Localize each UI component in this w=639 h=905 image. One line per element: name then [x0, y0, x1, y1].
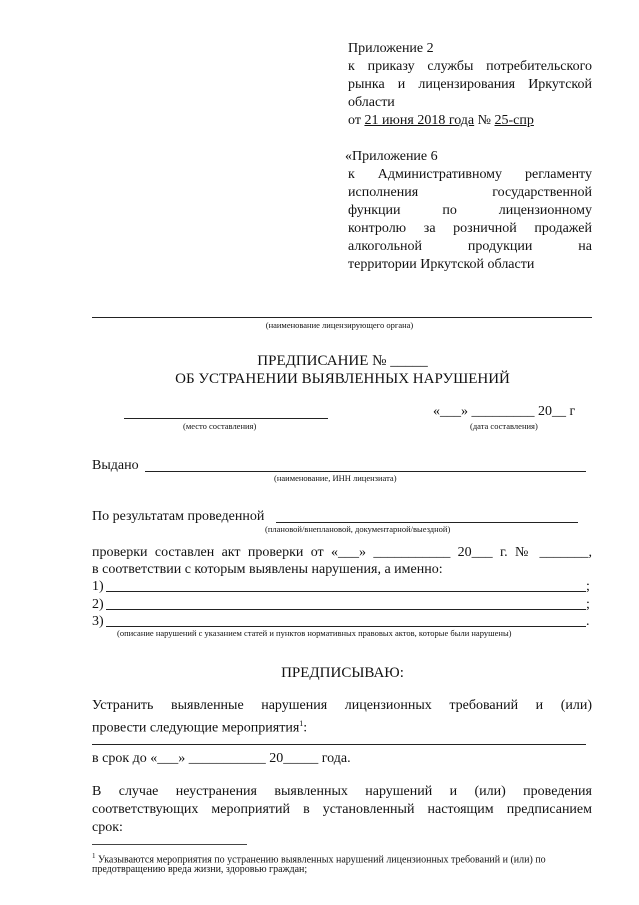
violation-item-end: ; [586, 579, 590, 594]
date-prefix: от [348, 113, 361, 128]
footnote-text: Указываются мероприятия по устранению выявленных нарушений лицензионных требований и (или) по [95, 854, 546, 866]
appendix-6-line: функции по лицензионному [348, 203, 592, 218]
results-caption: (плановой/внеплановой, документарной/выездной) [265, 524, 451, 534]
footnote-line-2: предотвращению вреда жизни, здоровью граждан; [92, 864, 308, 875]
footnote-separator [92, 844, 247, 845]
order-date: 21 июня 2018 года [364, 113, 475, 128]
noncompliance-line: срок: [92, 820, 123, 835]
appendix-6-line: исполнения государственной [348, 185, 592, 200]
violation-item-end: ; [586, 597, 590, 612]
results-label: По результатам проведенной [92, 509, 265, 524]
eliminate-measures-text: провести следующие мероприятия [92, 720, 300, 736]
date-caption: (дата составления) [470, 421, 538, 431]
place-line [124, 418, 328, 419]
violation-item-line [106, 591, 586, 592]
violation-item-number: 3) [92, 614, 104, 629]
appendix-6-line: к Административному регламенту [348, 167, 592, 182]
appendix-2-line: рынка и лицензирования Иркутской [348, 77, 592, 92]
eliminate-line: Устранить выявленные нарушения лицензионных требований и (или) [92, 698, 592, 713]
inspection-act-line: проверки составлен акт проверки от «___» ___________ 20___ г. № _______, [92, 545, 592, 560]
appendix-6-line: территории Иркутской области [348, 257, 535, 272]
violation-item-line [106, 609, 586, 610]
appendix-2-line: области [348, 95, 395, 110]
deadline-line: в срок до «___» ___________ 20_____ года. [92, 751, 351, 766]
noncompliance-line: соответствующих мероприятий в установленный настоящим предписанием [92, 802, 592, 817]
footnote-reference: 1 [299, 719, 304, 728]
number-sign: № [477, 113, 492, 128]
date-field: «___» _________ 20__ г [433, 404, 576, 419]
violation-item-number: 2) [92, 597, 104, 612]
licensing-body-caption: (наименование лицензирующего органа) [265, 320, 414, 330]
measures-line [92, 744, 586, 745]
appendix-2-line: к приказу службы потребительского [348, 59, 592, 74]
issued-label: Выдано [92, 458, 139, 473]
inspection-violations-line: в соответствии с которым выявлены нарушения, а именно: [92, 562, 443, 577]
appendix-2-title: Приложение 2 [348, 41, 434, 56]
appendix-6-title: «Приложение 6 [345, 149, 438, 164]
appendix-2-date-line [348, 112, 534, 130]
eliminate-measures-line [92, 715, 307, 738]
results-line [276, 522, 578, 523]
footnote-mark: 1 [92, 852, 96, 860]
place-caption: (место составления) [183, 421, 257, 431]
prescription-title: ПРЕДПИСАНИЕ № _____ [257, 353, 428, 369]
violation-item-line [106, 626, 586, 627]
issued-caption: (наименование, ИНН лицензиата) [274, 473, 397, 483]
appendix-6-line: алкогольной продукции на [348, 239, 592, 254]
noncompliance-line: В случае неустранения выявленных нарушений и (или) проведения [92, 784, 592, 799]
prescription-subtitle: ОБ УСТРАНЕНИИ ВЫЯВЛЕННЫХ НАРУШЕНИЙ [175, 371, 510, 387]
issued-line [145, 471, 586, 472]
eliminate-measures-colon: : [303, 720, 308, 736]
order-number: 25-спр [494, 113, 534, 128]
violation-item-number: 1) [92, 579, 104, 594]
violations-caption: (описание нарушений с указанием статей и пунктов нормативных правовых актов, которые были нарушены) [117, 628, 512, 638]
appendix-6-line: контролю за розничной продажей [348, 221, 592, 236]
prescribe-heading: ПРЕДПИСЫВАЮ: [281, 665, 404, 681]
licensing-body-line [92, 317, 592, 318]
violation-item-end: . [586, 614, 590, 629]
